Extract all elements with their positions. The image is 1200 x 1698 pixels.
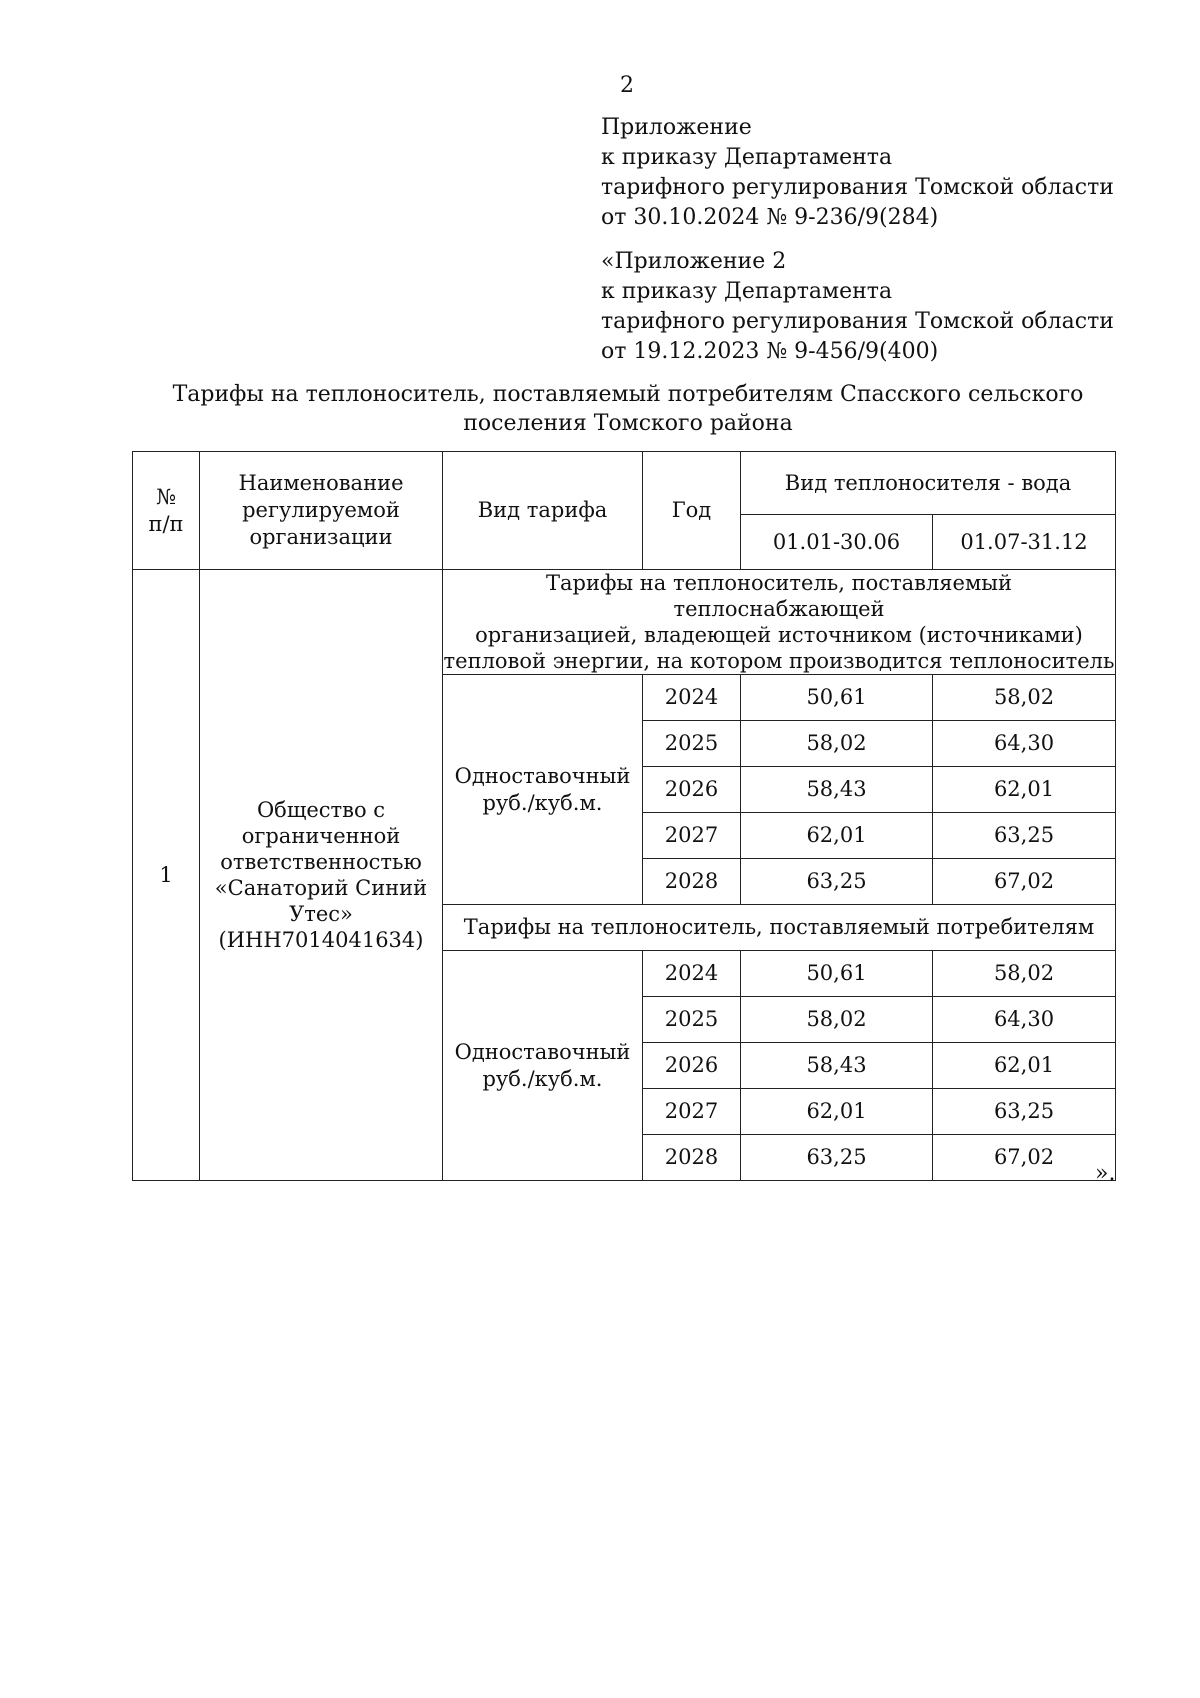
period-1-value: 58,02 [741, 721, 933, 767]
organization-line: «Санаторий Синий [214, 876, 428, 900]
organization-line: (ИНН7014041634) [218, 928, 424, 952]
period-2-value: 64,30 [933, 721, 1116, 767]
year-cell: 2028 [643, 859, 741, 905]
organization-line: Утес» [289, 902, 353, 926]
closing-quote-mark: ». [1095, 1161, 1116, 1186]
organization-line: Общество с [256, 798, 386, 822]
period-1-value: 63,25 [741, 1135, 933, 1181]
appendix-original-line: к приказу Департамента [601, 279, 893, 304]
header-organization [200, 452, 443, 570]
table-header-row [133, 452, 1116, 515]
document-title-line: Тарифы на теплоноситель, поставляемый потребителям Спасского сельского [172, 382, 1084, 407]
page-number: 2 [620, 73, 634, 98]
tariff-type-cell [443, 675, 643, 905]
period-1-value: 58,43 [741, 767, 933, 813]
appendix-current-header [601, 113, 1114, 233]
period-2-value: 63,25 [933, 813, 1116, 859]
tariff-type-line: Одноставочный [454, 1039, 631, 1064]
tariff-type-line: Одноставочный [454, 763, 631, 788]
period-2-value: 62,01 [933, 1043, 1116, 1089]
year-cell: 2027 [643, 813, 741, 859]
organization-line: ответственностью [220, 850, 422, 874]
appendix-current-line: тарифного регулирования Томской области [601, 175, 1114, 200]
tariff-type-line: руб./куб.м. [482, 790, 603, 815]
period-2-value: 63,25 [933, 1089, 1116, 1135]
period-2-value: 62,01 [933, 767, 1116, 813]
organization-name [200, 570, 443, 1181]
header-number-line: п/п [148, 511, 184, 536]
section-title-line: Тарифы на теплоноситель, поставляемый теплоснабжающей [546, 571, 1012, 621]
appendix-current-line: от 30.10.2024 № 9-236/9(284) [601, 205, 939, 230]
period-1-value: 62,01 [741, 1089, 933, 1135]
period-2-value: 58,02 [933, 675, 1116, 721]
header-tariff-type: Вид тарифа [443, 452, 643, 570]
year-cell: 2027 [643, 1089, 741, 1135]
period-1-value: 50,61 [741, 675, 933, 721]
period-1-value: 63,25 [741, 859, 933, 905]
section-title [443, 570, 1116, 675]
header-year: Год [643, 452, 741, 570]
tariff-type-cell [443, 951, 643, 1181]
year-cell: 2028 [643, 1135, 741, 1181]
tariff-table [132, 451, 1116, 1181]
section-title-line: организацией, владеющей источником (источниками) [475, 623, 1083, 647]
period-2-value: 67,02 [933, 859, 1116, 905]
header-number [133, 452, 200, 570]
organization-line: ограниченной [241, 824, 401, 848]
period-1-value: 58,02 [741, 997, 933, 1043]
tariff-type-line: руб./куб.м. [482, 1066, 603, 1091]
header-carrier: Вид теплоносителя - вода [741, 452, 1116, 515]
period-1-value: 58,43 [741, 1043, 933, 1089]
appendix-original-line: от 19.12.2023 № 9-456/9(400) [601, 339, 939, 364]
year-cell: 2024 [643, 675, 741, 721]
year-cell: 2026 [643, 1043, 741, 1089]
year-cell: 2025 [643, 997, 741, 1043]
period-2-value: 67,02 [933, 1135, 1116, 1181]
section-title-row [133, 570, 1116, 675]
period-1-value: 62,01 [741, 813, 933, 859]
period-2-value: 58,02 [933, 951, 1116, 997]
section-title: Тарифы на теплоноситель, поставляемый потребителям [443, 905, 1116, 951]
appendix-current-line: к приказу Департамента [601, 145, 893, 170]
appendix-original-line: «Приложение 2 [601, 249, 787, 274]
year-cell: 2026 [643, 767, 741, 813]
year-cell: 2025 [643, 721, 741, 767]
header-number-line: № [156, 484, 176, 509]
period-1-value: 50,61 [741, 951, 933, 997]
header-organization-line: регулируемой [242, 498, 400, 522]
header-period-1: 01.01-30.06 [741, 515, 933, 570]
document-title-line: поселения Томского района [463, 411, 793, 436]
header-organization-line: Наименование [238, 471, 404, 495]
header-organization-line: организации [249, 525, 393, 549]
period-2-value: 64,30 [933, 997, 1116, 1043]
section-title-line: тепловой энергии, на котором производится теплоноситель [443, 649, 1115, 673]
document-title [130, 380, 1126, 438]
appendix-original-line: тарифного регулирования Томской области [601, 309, 1114, 334]
header-period-2: 01.07-31.12 [933, 515, 1116, 570]
appendix-current-line: Приложение [601, 115, 752, 140]
row-number: 1 [133, 570, 200, 1181]
appendix-original-header [601, 247, 1114, 367]
year-cell: 2024 [643, 951, 741, 997]
